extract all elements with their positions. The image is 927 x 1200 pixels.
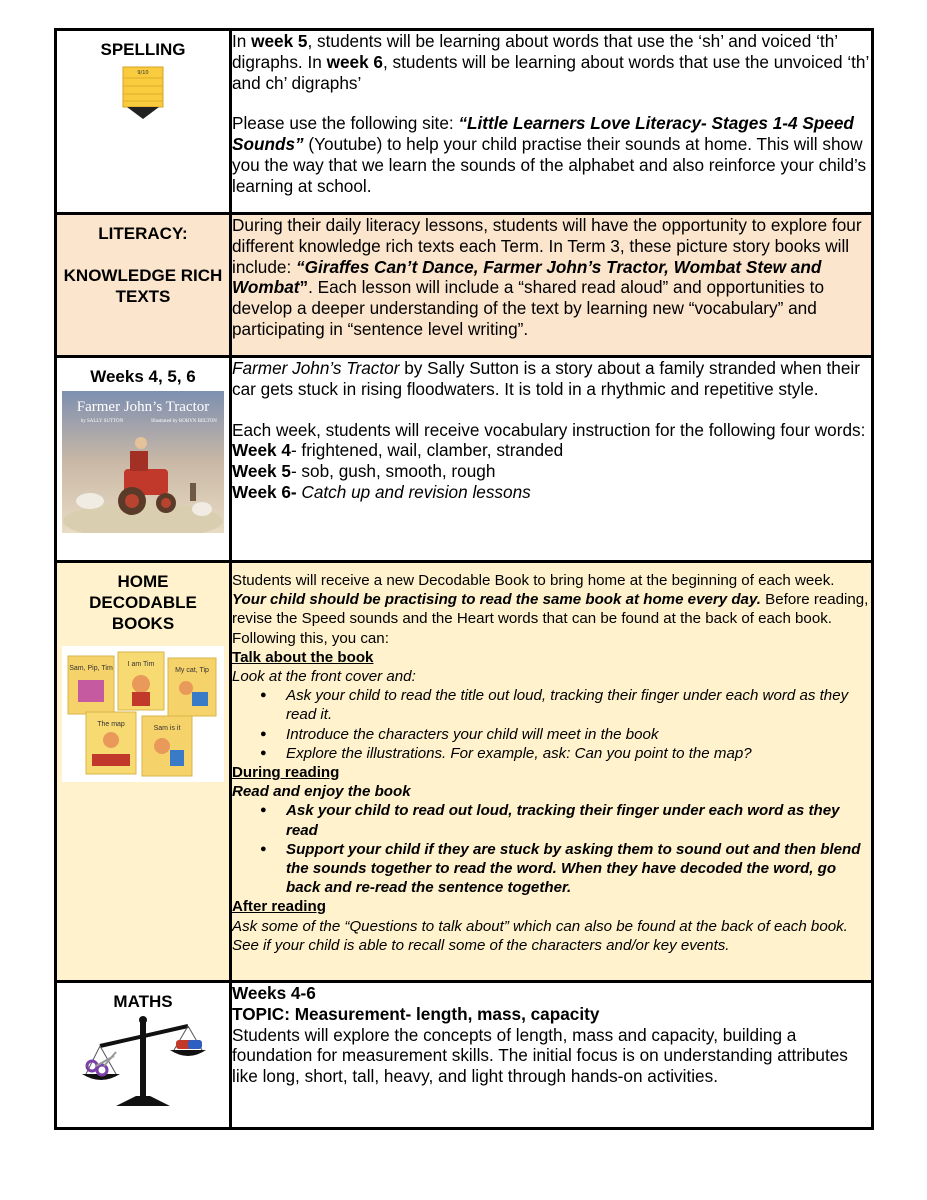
book-list: “Giraffes Can’t Dance, Farmer John’s Tractor, Wombat Stew and Wombat [232, 256, 822, 298]
talk-about-sub [232, 667, 871, 686]
literacy-heading: LITERACY: [98, 224, 188, 243]
farmer-john-book-cover [62, 391, 224, 533]
balance-scale-icon [78, 1012, 208, 1108]
text-run-bold: ” [299, 277, 309, 298]
maths-weeks [232, 983, 871, 1004]
talk-about-list [232, 686, 871, 763]
maths-content-cell [231, 982, 873, 1129]
weeks-label-cell [56, 357, 231, 562]
talk-about-heading [232, 648, 871, 667]
spacer [232, 400, 871, 420]
text-run: (Youtube) to help your child practise their sounds at home. This will show you the way that we learn the sounds of the alphabet and also reinforce your child’s learning at school. [232, 134, 867, 196]
week-words: - sob, gush, smooth, rough [290, 461, 496, 482]
maths-label-cell [56, 982, 231, 1129]
cover-illustrator: Illustrated by ROBYN BELTON [151, 419, 217, 424]
text-run: , students will be learning about words that use the ‘sh’ and voiced ‘th’ digraphs. In [232, 31, 838, 72]
section-heading: During reading [232, 764, 340, 782]
section-heading: After reading [232, 898, 326, 916]
during-reading-sub [232, 782, 871, 801]
weeks-paragraph-1 [232, 358, 871, 400]
decodable-intro [232, 571, 871, 648]
cover-label: Sam, Pip, Tim [69, 665, 113, 672]
week-words: - frightened, wail, clamber, stranded [290, 440, 564, 461]
spacer [232, 93, 871, 113]
decodable-row [56, 562, 873, 982]
book-title-italic: Farmer John’s Tractor [232, 358, 400, 378]
week-label: Week 6- [232, 481, 297, 502]
book-cover-4 [86, 712, 136, 774]
text-run: During their daily literacy lessons, students will have the opportunity to explore four different knowledge rich texts each Term. In Term 3, these picture story books will include: [232, 215, 862, 277]
spelling-paragraph-1 [232, 31, 871, 93]
cover-author: by SALLY SUTTON [80, 419, 124, 424]
decodable-label-cell [56, 562, 231, 982]
maths-description: Students will explore the concepts of length, mass and capacity, building a foundation for measurement skills. The initial focus is on understanding attributes like long, short, tall, heavy, and light through hands-on activities. [232, 1024, 848, 1087]
cover-title: Farmer John’s Tractor [76, 399, 210, 415]
text-run-bold: week 6 [326, 51, 383, 72]
literacy-content-cell [231, 214, 873, 357]
weeks-heading: Weeks 4, 5, 6 [90, 367, 196, 386]
list-item-text: Support your child if they are stuck by asking them to sound out and then blend the sounds together to read the word. When they have decoded the word, go back and re-read the sentence together. [286, 840, 861, 897]
list-item [286, 725, 871, 744]
list-item [286, 686, 871, 724]
maths-topic [232, 1004, 871, 1025]
book-cover-5 [142, 716, 192, 776]
section-heading: Talk about the book [232, 648, 374, 666]
spelling-content-cell [231, 30, 873, 214]
spelling-paragraph-2 [232, 113, 871, 196]
after-reading-text [232, 917, 871, 955]
literacy-row [56, 214, 873, 357]
text-run-bold: week 5 [251, 31, 308, 51]
list-item-text: Ask your child to read out loud, tracking their finger under each word as they read [286, 802, 840, 839]
week-6-line [232, 482, 871, 503]
decodable-content-cell [231, 562, 873, 982]
decodable-books-image [62, 646, 224, 782]
weeks-content-cell [231, 357, 873, 562]
list-item-text: Ask your child to read the title out loud, tracking their finger under each word as they read it. [286, 687, 849, 724]
weeks-row [56, 357, 873, 562]
text-run: by Sally Sutton is a story about a family stranded when their car gets stuck in rising floodwaters. It is told in a rhythmic and repetitive style. [232, 358, 860, 399]
literacy-paragraph [232, 215, 871, 340]
week-words: Catch up and revision lessons [296, 481, 531, 502]
book-cover-3 [168, 658, 216, 716]
book-cover-2 [118, 652, 164, 710]
text-run: Students will receive a new Decodable Book to bring home at the beginning of each week. [232, 572, 835, 589]
week-label: Week 5 [232, 461, 291, 482]
section-subheading: Read and enjoy the book [232, 783, 411, 801]
week-label: Week 4 [232, 440, 291, 461]
during-reading-list [232, 801, 871, 897]
pencil-label: 9/10 [137, 70, 149, 76]
cover-label: I am Tim [127, 661, 155, 668]
literacy-subheading: KNOWLEDGE RICH TEXTS [63, 266, 223, 306]
maths-weeks-label: Weeks 4-6 [232, 983, 316, 1003]
spelling-row [56, 30, 873, 214]
maths-row [56, 982, 873, 1129]
cover-label: Sam is it [153, 725, 181, 732]
text-run: . Each lesson will include a “shared read aloud” and opportunities to develop a deeper understanding of the text by learning new “vocabulary” and participating in “sentence level writing”. [232, 277, 825, 339]
text-run: Please use the following site: [232, 113, 459, 134]
decodable-heading: HOME DECODABLE BOOKS [89, 572, 197, 633]
text-run: In [232, 31, 252, 51]
maths-topic-label: TOPIC: Measurement- length, mass, capacity [232, 1003, 600, 1024]
week-4-line [232, 440, 871, 461]
maths-heading: MATHS [113, 992, 173, 1011]
text-run: , students will be learning about words that use the unvoiced ‘th’ and ch’ digraphs’ [232, 51, 869, 93]
weeks-paragraph-2: Each week, students will receive vocabulary instruction for the following four words: [232, 419, 866, 440]
text-run-bold-italic: Your child should be practising to read the same book at home every day. [232, 591, 761, 609]
after-reading-heading [232, 897, 871, 916]
section-text: Ask some of the “Questions to talk about” which can also be found at the back of each book. See if your child is able to recall some of the characters and/or key events. [232, 917, 848, 954]
list-item [286, 801, 871, 839]
list-item-text: Introduce the characters your child will meet in the book [286, 725, 659, 743]
list-item-text: Explore the illustrations. For example, ask: Can you point to the map? [286, 744, 752, 762]
spelling-heading: SPELLING [100, 40, 186, 59]
section-subheading: Look at the front cover and: [232, 668, 416, 686]
cover-label: The map [97, 721, 125, 728]
literacy-label-cell [56, 214, 231, 357]
list-item [286, 744, 871, 763]
week-5-line [232, 461, 871, 482]
book-cover-1 [68, 656, 114, 714]
text-run: Before reading, revise the Speed sounds and the Heart words that can be found at the back of each book. Following this, you can: [232, 591, 869, 647]
during-reading-heading [232, 763, 871, 782]
spelling-label-cell [56, 30, 231, 214]
site-name: “Little Learners Love Literacy- Stages 1-4 Speed Sounds” [232, 113, 854, 155]
newsletter-table [54, 28, 874, 1130]
pencil-icon [122, 66, 164, 120]
list-item [286, 840, 871, 898]
cover-label: My cat, Tip [175, 667, 209, 674]
